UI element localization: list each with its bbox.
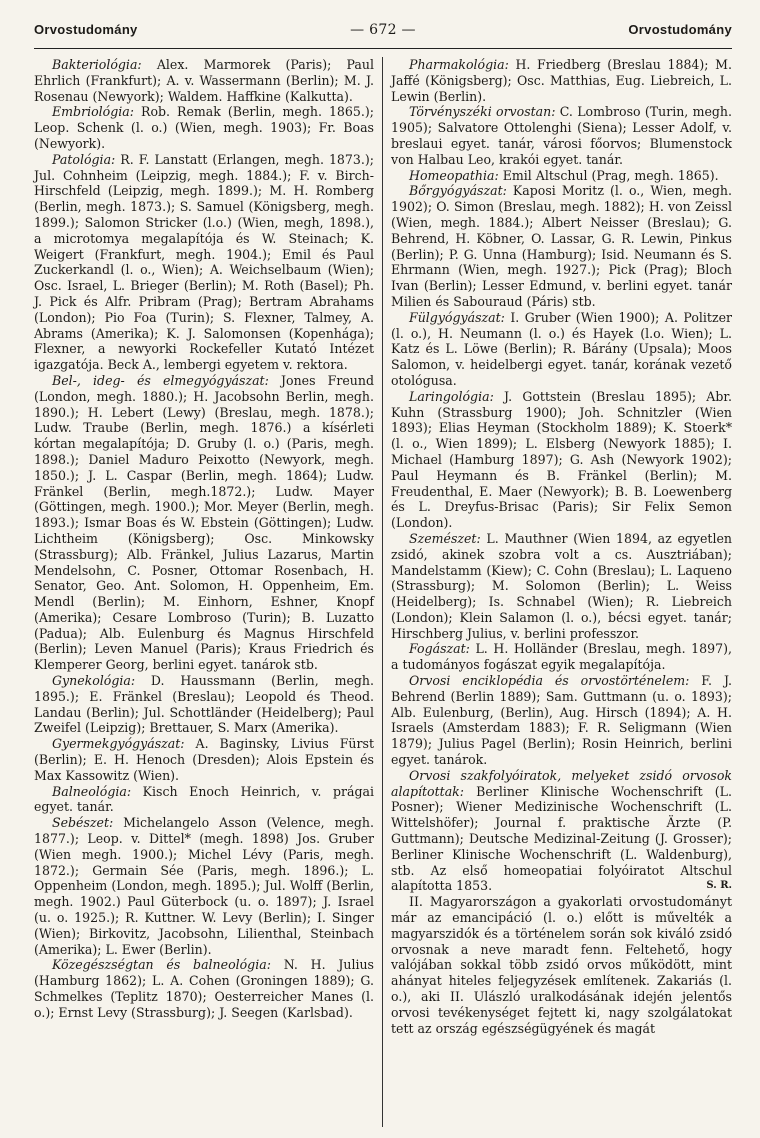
entry-text: Jones Freund (London, megh. 1880.); H. Jacobsohn Berlin, megh. 1890.); H. Lebert (Lewy) (Breslau, megh. 1878.); Ludw. Traube (Berlin, megh. 1876.) a kísérleti kórtan megalapítója; D. Gruby (l. o.) (Paris, megh. 1898.); Daniel Maduro Peixotto (Newyork, megh. 1850.); J. L. Caspar (Berlin, megh. 1864); Ludw. Fränkel (Berlin, megh.1872.); Ludw. Mayer (Göttingen, megh. 1900.); Mor. Meyer (Berlin, megh. 1893.); Ismar Boas és W. Ebstein (Göttingen); Ludw. Lichtheim (Königsberg); Osc. Minkowsky (Strassburg); Alb. Fränkel, Julius Lazarus, Martin Mendelsohn, C. Posner, Ottomar Rosenbach, H. Senator, Geo. Ant. Solomon, H. Oppenheim, Em. Mendl (Berlin); M. Einhorn, Eshner, Knopf (Amerika); Cesare Lombroso (Turin); B. Luzatto (Padua); Alb. Eulenburg és Magnus Hirschfeld (Berlin); Leven Manuel (Paris); Kraus Friedrich és Klemperer Georg, berlini egyet. tanárok stb. bbox=[34, 372, 375, 673]
entry-text: F. J. Behrend (Berlin 1889); Sam. Guttmann (u. o. 1893); Alb. Eulenburg, (Berlin), Aug. Hirsch (1894); A. H. Israels (Amsterdam 1883); F. R. Seligmann (Wien 1879); Julius Pagel (Berlin); Rosin Heinrich, berlini egyet. tanárok. bbox=[391, 673, 732, 768]
entry-text: C. Lombroso (Turin, megh. 1905); Salvatore Ottolenghi (Siena); Lesser Adolf, v. breslaui egyet. tanár, városi főorvos; Blumenstock von Halbau Leo, krakói egyet. tanár. bbox=[391, 104, 732, 167]
entry-text: I. Gruber (Wien 1900); A. Politzer (l. o.), H. Neumann (l. o.) és Hayek (l.o. Wien); L. Katz és L. Löwe (Berlin); R. Bárány (Upsala); Moos Salomon, v. heidelbergi egyet. tanár, korának vezető otológusa. bbox=[391, 309, 732, 388]
entry-text: Berliner Klinische Wochenschrift (L. Posner); Wiener Medizinische Wochenschrift (L. Wittelshöfer); Journal f. praktische Ärzte (P. Guttmann); Deutsche Medizinal-Zeitung (J. Grosser); Berliner Klinische Wochenschrift (L. Waldenburg), stb. Az első homeopatiai folyóiratot Altschul alapította 1853. bbox=[391, 783, 732, 894]
entry-paragraph bbox=[34, 815, 374, 957]
entry-heading: Gynekológia: bbox=[52, 673, 136, 689]
header-left: Orvostudomány bbox=[34, 22, 138, 37]
entry-text: D. Haussmann (Berlin, megh. 1895.); E. Fränkel (Breslau); Leopold és Theod. Landau (Berlin); Jul. Schottländer (Heidelberg); Paul Zweifel (Leipzig); Brettauer, S. Marx (Amerika). bbox=[34, 673, 374, 736]
header-right: Orvostudomány bbox=[628, 22, 732, 37]
entry-heading: Szemészet: bbox=[409, 530, 481, 546]
entry-text: Rob. Remak (Berlin, megh. 1865.); Leop. Schenk (l. o.) (Wien, megh. 1903); Fr. Boas (Newyork). bbox=[34, 104, 374, 151]
right-column bbox=[383, 57, 732, 1127]
entry-heading: Bel-, ideg- és elmegyógyászat: bbox=[52, 372, 269, 388]
entry-heading: Közegészségtan és balneológia: bbox=[52, 957, 271, 973]
entry-text: L. H. Holländer (Breslau, megh. 1897), a tudományos fogászat egyik megalapítója. bbox=[391, 641, 732, 673]
entry-text: A. Baginsky, Livius Fürst (Berlin); E. H. Henoch (Dresden); Alois Epstein és Max Kassowitz (Wien). bbox=[34, 736, 374, 783]
entry-paragraph bbox=[391, 183, 732, 309]
header-rule bbox=[34, 48, 732, 49]
entry-paragraph bbox=[34, 957, 374, 1020]
entry-paragraph bbox=[391, 57, 732, 104]
entry-text: Kaposi Moritz (l. o., Wien, megh. 1902); O. Simon (Breslau, megh. 1882); H. von Zeissl (Wien, megh. 1884.); Albert Neisser (Breslau); G. Behrend, H. Köbner, O. Lassar, G. R. Lewin, Pinkus (Berlin); P. G. Unna (Hamburg); Isid. Neumann és S. Ehrmann (Wien, megh. 1927.); Pick (Prag); Bloch Ivan (Berlin); Lesser Edmund, v. berlini egyet. tanár Milien és Sabouraud (Páris) stb. bbox=[391, 183, 732, 309]
entry-heading: Orvosi szakfolyóiratok, melyeket zsidó orvosok alapítottak: bbox=[391, 767, 732, 799]
entry-heading: Embriológia: bbox=[52, 104, 134, 120]
entry-paragraph bbox=[34, 673, 374, 736]
entry-heading: Fogászat: bbox=[409, 641, 470, 657]
entry-heading: Patológia: bbox=[52, 151, 116, 167]
entry-heading: Laringológia: bbox=[409, 388, 494, 404]
running-header bbox=[34, 22, 732, 44]
entry-paragraph bbox=[391, 768, 732, 894]
entry-paragraph bbox=[34, 736, 374, 783]
two-column-body bbox=[34, 57, 732, 1127]
entry-paragraph bbox=[34, 104, 374, 151]
left-column bbox=[34, 57, 383, 1127]
entry-text: Kisch Enoch Heinrich, v. prágai egyet. tanár. bbox=[34, 783, 374, 815]
entry-paragraph bbox=[391, 641, 732, 673]
entry-paragraph bbox=[34, 784, 374, 816]
entry-paragraph bbox=[391, 168, 732, 184]
entry-text: II. Magyarországon a gyakorlati orvostudományt már az emancipáció (l. o.) előtt is művelték a magyarszidók és a történelem során sok kiváló zsidó orvosnak a neve maradt fenn. Feltehető, hogy valójában sokkal több zsidó orvos működött, mint ahányat hiteles feljegyzések említenek. Zakariás (l. o.), aki II. Ulászló uralkodásának idején jelentős orvosi tevékenységet fejtett ki, nagy szolgálatokat tett az ország egészségügyének és magát bbox=[391, 894, 732, 1036]
entry-text: Alex. Marmorek (Paris); Paul Ehrlich (Frankfurt); A. v. Wassermann (Berlin); M. J. Rosenau (Newyork); Waldem. Haffkine (Kalkutta). bbox=[34, 57, 374, 104]
entry-paragraph bbox=[391, 389, 732, 531]
entry-heading: Gyermekgyógyászat: bbox=[52, 736, 185, 752]
entry-heading: Balneológia: bbox=[52, 783, 132, 799]
entry-paragraph bbox=[391, 673, 732, 768]
author-signature: S. R. bbox=[706, 880, 732, 892]
entry-text: J. Gottstein (Breslau 1895); Abr. Kuhn (Strassburg 1900); Joh. Schnitzler (Wien 1893); Elias Heyman (Stockholm 1889); K. Stoerk* (l. o., Wien 1899); L. Elsberg (Newyork 1885); I. Michael (Hamburg 1897); G. Ash (Newyork 1902); Paul Heymann és B. Fränkel (Berlin); M. Freudenthal, E. Maer (Newyork); B. B. Loewenberg és L. Dreyfus-Brisac (Paris); Sir Felix Semon (London). bbox=[391, 388, 732, 531]
entry-paragraph bbox=[391, 531, 732, 642]
entry-heading: Orvosi enciklopédia és orvostörténelem: bbox=[409, 673, 690, 689]
entry-paragraph bbox=[34, 373, 374, 673]
entry-heading: Bőrgyógyászat: bbox=[409, 183, 507, 199]
entry-text: R. F. Lanstatt (Erlangen, megh. 1873.); Jul. Cohnheim (Leipzig, megh. 1884.); F. v. Birch-Hirschfeld (Leipzig, megh. 1899.); M. H. Romberg (Berlin, megh. 1873.); S. Samuel (Königsberg, megh. 1899.); Salomon Stricker (l.o.) (Wien, megh, 1898.), a microtomya megalapítója és W. Steinach; K. Weigert (Frankfurt, megh. 1904.); Emil és Paul Zuckerkandl (l. o., Wien); A. Weichselbaum (Wien); Osc. Israel, L. Brieger (Berlin); M. Roth (Basel); Ph. J. Pick és Alfr. Pribram (Prag); Bertram Abrahams (London); Pio Foa (Turin); S. Flexner, Talmey, A. Abrams (Amerika); K. J. Salomonsen (Kopenhága); Flexner, a newyorki Rockefeller Kutató Intézet igazgatója. Beck A., lembergi egyetem v. rektora. bbox=[34, 151, 374, 373]
entry-text: Michelangelo Asson (Velence, megh. 1877.); Leop. v. Dittel* (megh. 1898) Jos. Gruber (Wien megh. 1900.); Michel Lévy (Paris, megh. 1872.); Germain Sée (Paris, megh. 1896.); L. Oppenheim (London, megh. 1895.); Jul. Wolff (Berlin, megh. 1902.) Paul Güterbock (u. o. 1897); J. Israel (u. o. 1925.); R. Kuttner. W. Levy (Berlin); I. Singer (Wien); Birkovitz, Jacobsohn, Lilienthal, Steinbach (Amerika); L. Ewer (Berlin). bbox=[34, 815, 374, 957]
entry-text: Emil Altschul (Prag, megh. 1865). bbox=[498, 167, 719, 183]
entry-paragraph bbox=[34, 57, 374, 104]
entry-text: H. Friedberg (Breslau 1884); M. Jaffé (Königsberg); Osc. Matthias, Eug. Liebreich, L. Lewin (Berlin). bbox=[391, 57, 732, 104]
entry-heading: Bakteriológia: bbox=[52, 57, 142, 72]
entry-paragraph bbox=[34, 152, 374, 373]
page-number: — 672 — bbox=[350, 22, 416, 38]
entry-heading: Törvényszéki orvostan: bbox=[409, 104, 556, 120]
entry-paragraph bbox=[391, 104, 732, 167]
entry-text: L. Mauthner (Wien 1894, az egyetlen zsidó, akinek szobra volt a cs. Ausztriában); Mandelstamm (Kiew); C. Cohn (Breslau); L. Laqueno (Strassburg); M. Solomon (Berlin); L. Weiss (Heidelberg); Is. Schnabel (Wien); R. Liebreich (London); Klein Salamon (l. o.), bécsi egyet. tanár; Hirschberg Julius, v. berlini professzor. bbox=[391, 530, 732, 641]
entry-text: N. H. Julius (Hamburg 1862); L. A. Cohen (Groningen 1889); G. Schmelkes (Teplitz 1870); Oesterreicher Manes (l. o.); Ernst Levy (Strassburg); J. Seegen (Karlsbad). bbox=[34, 957, 374, 1020]
entry-heading: Pharmakológia: bbox=[409, 57, 509, 72]
entry-paragraph bbox=[391, 310, 732, 389]
entry-heading: Homeopathia: bbox=[409, 167, 499, 183]
entry-heading: Fülgyógyászat: bbox=[409, 309, 505, 325]
entry-paragraph bbox=[391, 894, 732, 1036]
entry-heading: Sebészet: bbox=[52, 815, 114, 831]
